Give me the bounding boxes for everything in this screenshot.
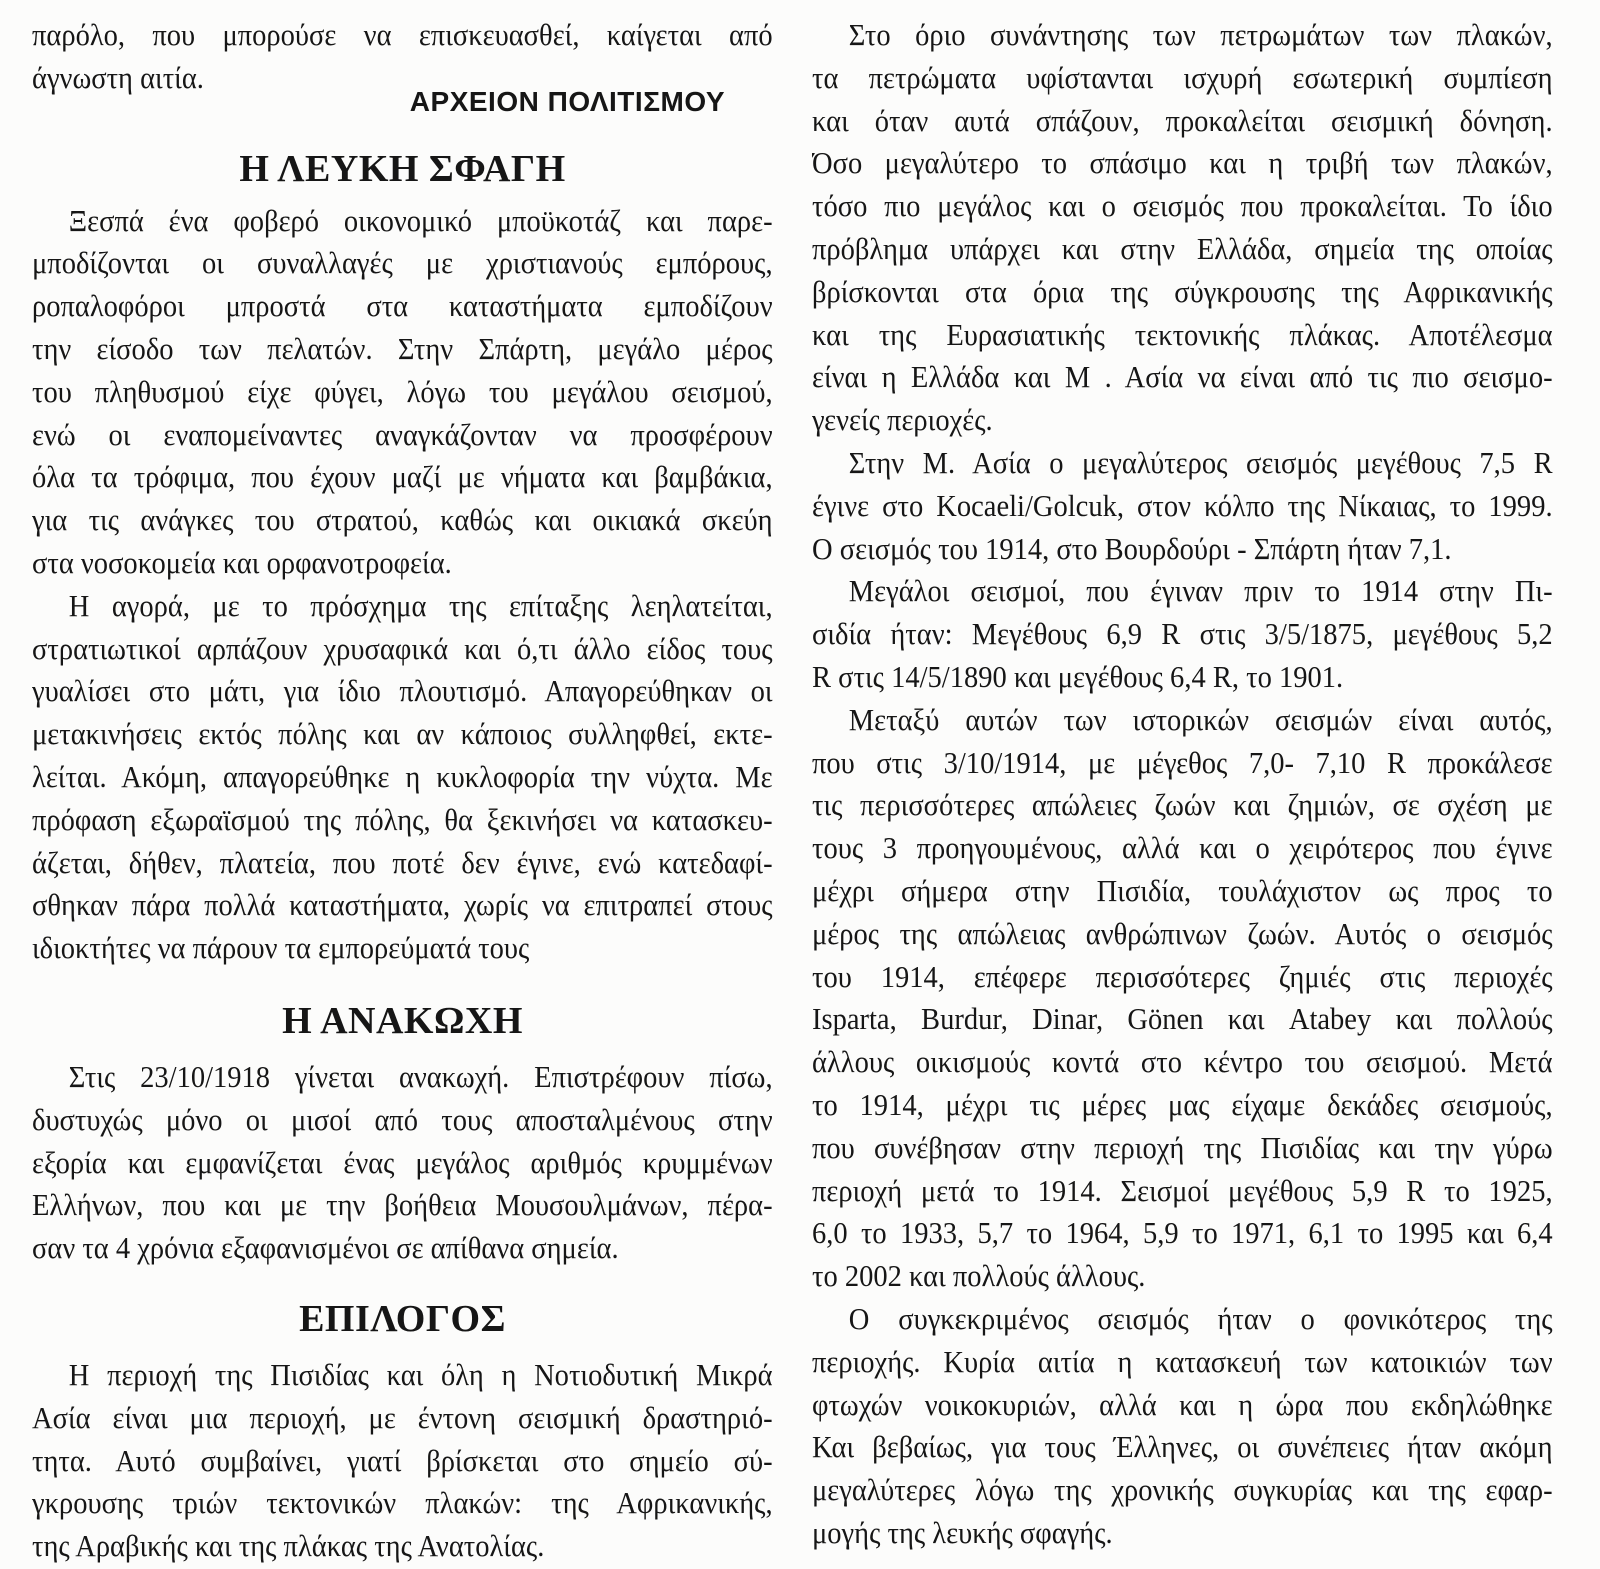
text-line: Στις 23/10/1918 γίνεται ανακωχή. Επιστρέφουν πίσω, bbox=[68, 1058, 773, 1094]
text-line: που στις 3/10/1914, με μέγεθος 7,0- 7,10 R προκάλεσε bbox=[812, 744, 1553, 780]
text-line: σαν τα 4 χρόνια εξαφανισμένοι σε απίθανα σημεία. bbox=[32, 1230, 619, 1266]
text-line: σιδία ήταν: Μεγέθους 6,9 R στις 3/5/1875, μεγέθους 5,2 bbox=[812, 616, 1553, 652]
text-line: το 1914, μέχρι τις μέρες μας είχαμε δεκάδες σεισμούς, bbox=[812, 1086, 1553, 1122]
text-line: σθηκαν πάρα πολλά καταστήματα, χωρίς να επιτραπεί στους bbox=[32, 887, 773, 923]
text-line: πρόφαση εξωραϊσμού της πόλης, θα ξεκινήσει να κατασκευ- bbox=[32, 801, 773, 837]
text-line: Η αγορά, με το πρόσχημα της επίταξης λεηλατείται, bbox=[68, 587, 773, 623]
text-line: Ο σεισμός του 1914, στο Βουρδούρι - Σπάρτη ήταν 7,1. bbox=[812, 530, 1452, 566]
text-line: εξορία και εμφανίζεται ένας μεγάλος αριθμός κρυμμένων bbox=[32, 1144, 773, 1180]
text-line: πρόβλημα υπάρχει και στην Ελλάδα, σημεία της οποίας bbox=[812, 230, 1553, 266]
text-line: και της Ευρασιατικής τεκτονικής πλάκας. Αποτέλεσμα bbox=[812, 316, 1553, 352]
text-line: τους 3 προηγουμένους, αλλά και ο χειρότερος που έγινε bbox=[812, 830, 1553, 866]
text-line: στρατιωτικοί αρπάζουν χρυσαφικά και ό,τι άλλο είδος τους bbox=[32, 630, 773, 666]
text-line: ενώ οι εναπομείναντες αναγκάζονταν να προσφέρουν bbox=[32, 416, 773, 452]
text-line: περιοχής. Κυρία αιτία η κατασκευή των κατοικιών των bbox=[812, 1343, 1553, 1379]
text-line: της Αραβικής και της πλάκας της Ανατολίας. bbox=[32, 1528, 545, 1564]
text-line: δυστυχώς μόνο οι μισοί από τους αποσταλμένους στην bbox=[32, 1101, 773, 1137]
text-line: ροπαλοφόροι μπροστά στα καταστήματα εμποδίζουν bbox=[32, 288, 773, 324]
text-line: του 1914, επέφερε περισσότερες ζημιές στις περιοχές bbox=[812, 958, 1553, 994]
column-right bbox=[812, 14, 1553, 1568]
text-line: μποδίζονται οι συναλλαγές με χριστιανούς εμπόρους, bbox=[32, 245, 773, 281]
text-line: Ο συγκεκριμένος σεισμός ήταν ο φονικότερος της bbox=[848, 1300, 1553, 1336]
text-line: που συνέβησαν στην περιοχή της Πισιδίας και την γύρω bbox=[812, 1129, 1553, 1165]
text-line: Και βεβαίως, για τους Έλληνες, οι συνέπειες ήταν ακόμη bbox=[812, 1429, 1553, 1465]
text-line: μετακινήσεις εκτός πόλης και αν κάποιος συλληφθεί, εκτε- bbox=[32, 716, 773, 752]
text-line: τόσο πιο μεγάλος και ο σεισμός που προκαλείται. Το ίδιο bbox=[812, 188, 1553, 224]
text-line: R στις 14/5/1890 και μεγέθους 6,4 R, το 1901. bbox=[812, 658, 1344, 694]
text-line: ιδιοκτήτες να πάρουν τα εμπορεύματά τους bbox=[32, 930, 530, 966]
column-left bbox=[32, 14, 773, 1568]
text-line: γκρουσης τριών τεκτονικών πλακών: της Αφρικανικής, bbox=[32, 1485, 773, 1521]
section-heading: ΕΠΙΛΟΓΟΣ bbox=[299, 1297, 506, 1340]
text-line: μέχρι σήμερα στην Πισιδία, τουλάχιστον ως προς το bbox=[812, 872, 1553, 908]
text-line: παρόλο, που μπορούσε να επισκευασθεί, καίγεται από bbox=[32, 17, 773, 52]
text-line: μέρος της απώλειας ανθρώπινων ζωών. Αυτός ο σεισμός bbox=[812, 915, 1553, 951]
text-line: το 2002 και πολλούς άλλους. bbox=[812, 1258, 1146, 1294]
text-line: έγινε στο Kocaeli/Golcuk, στον κόλπο της Νίκαιας, το 1999. bbox=[812, 487, 1553, 523]
text-line: όλα τα τρόφιμα, που έχουν μαζί με νήματα και βαμβάκια, bbox=[32, 459, 773, 495]
text-line: βρίσκονται στα όρια της σύγκρουσης της Αφρικανικής bbox=[812, 273, 1553, 309]
text-line: μεγαλύτερες λόγω της χρονικής συγκυρίας και της εφαρ- bbox=[812, 1472, 1553, 1508]
text-line: άγνωστη αιτία. bbox=[32, 59, 204, 95]
text-line: τητα. Αυτό συμβαίνει, γιατί βρίσκεται στο σημείο σύ- bbox=[32, 1442, 773, 1478]
text-line: 6,0 το 1933, 5,7 το 1964, 5,9 το 1971, 6,1 το 1995 και 6,4 bbox=[812, 1215, 1553, 1251]
text-line: Μεγάλοι σεισμοί, που έγιναν πριν το 1914 στην Πι- bbox=[848, 573, 1553, 609]
text-line: Ασία είναι μια περιοχή, με έντονη σεισμική δραστηριό- bbox=[32, 1399, 773, 1435]
text-line: Όσο μεγαλύτερο το σπάσιμο και η τριβή των πλακών, bbox=[812, 145, 1553, 181]
section-heading: Η ΑΝΑΚΩΧΗ bbox=[282, 999, 523, 1042]
text-line: περιοχή μετά το 1914. Σεισμοί μεγέθους 5,9 R το 1925, bbox=[812, 1172, 1553, 1208]
text-line: είναι η Ελλάδα και Μ . Ασία να είναι από τις πιο σεισμο- bbox=[812, 359, 1553, 395]
text-line: Ξεσπά ένα φοβερό οικονομικό μποϋκοτάζ και παρε- bbox=[68, 202, 773, 238]
section-heading: Η ΛΕΥΚΗ ΣΦΑΓΗ bbox=[239, 147, 566, 190]
text-line: Μεταξύ αυτών των ιστορικών σεισμών είναι αυτός, bbox=[848, 701, 1553, 737]
text-line: του πληθυσμού είχε φύγει, λόγω του μεγάλου σεισμού, bbox=[32, 373, 773, 409]
text-line: Isparta, Burdur, Dinar, Gönen και Atabey και πολλούς bbox=[812, 1001, 1553, 1037]
text-line: στα νοσοκομεία και ορφανοτροφεία. bbox=[32, 544, 452, 580]
text-line: Στην Μ. Ασία ο μεγαλύτερος σεισμός μεγέθους 7,5 R bbox=[848, 444, 1553, 480]
text-line: την είσοδο των πελατών. Στην Σπάρτη, μεγάλο μέρος bbox=[32, 330, 773, 366]
text-line: άλλους οικισμούς κοντά στο κέντρο του σεισμού. Μετά bbox=[812, 1044, 1553, 1080]
byline: ΑΡΧΕΙΟΝ ΠΟΛΙΤΙΣΜΟΥ bbox=[409, 85, 725, 117]
text-line: μογής της λευκής σφαγής. bbox=[812, 1514, 1113, 1550]
text-line: Στο όριο συνάντησης των πετρωμάτων των πλακών, bbox=[848, 17, 1553, 52]
text-line: Η περιοχή της Πισιδίας και όλη η Νοτιοδυτική Μικρά bbox=[68, 1356, 773, 1392]
text-line: για τις ανάγκες του στρατού, καθώς και οικιακά σκεύη bbox=[32, 502, 773, 538]
text-line: γενείς περιοχές. bbox=[812, 402, 993, 438]
text-line: άζεται, δήθεν, πλατεία, που ποτέ δεν έγινε, ενώ κατεδαφί- bbox=[32, 844, 773, 880]
text-line: γυαλίσει στο μάτι, για ίδιο πλουτισμό. Απαγορεύθηκαν οι bbox=[32, 673, 773, 709]
text-line: φτωχών νοικοκυριών, αλλά και η ώρα που εκδηλώθηκε bbox=[812, 1386, 1553, 1422]
text-line: και όταν αυτά σπάζουν, προκαλείται σεισμική δόνηση. bbox=[812, 102, 1553, 138]
text-line: Ελλήνων, που και με την βοήθεια Μουσουλμάνων, πέρα- bbox=[32, 1187, 773, 1223]
text-line: λείται. Ακόμη, απαγορεύθηκε η κυκλοφορία την νύχτα. Με bbox=[32, 758, 773, 794]
text-line: τις περισσότερες απώλειες ζωών και ζημιών, σε σχέση με bbox=[812, 787, 1553, 823]
text-line: τα πετρώματα υφίστανται ισχυρή εσωτερική συμπίεση bbox=[812, 59, 1553, 95]
